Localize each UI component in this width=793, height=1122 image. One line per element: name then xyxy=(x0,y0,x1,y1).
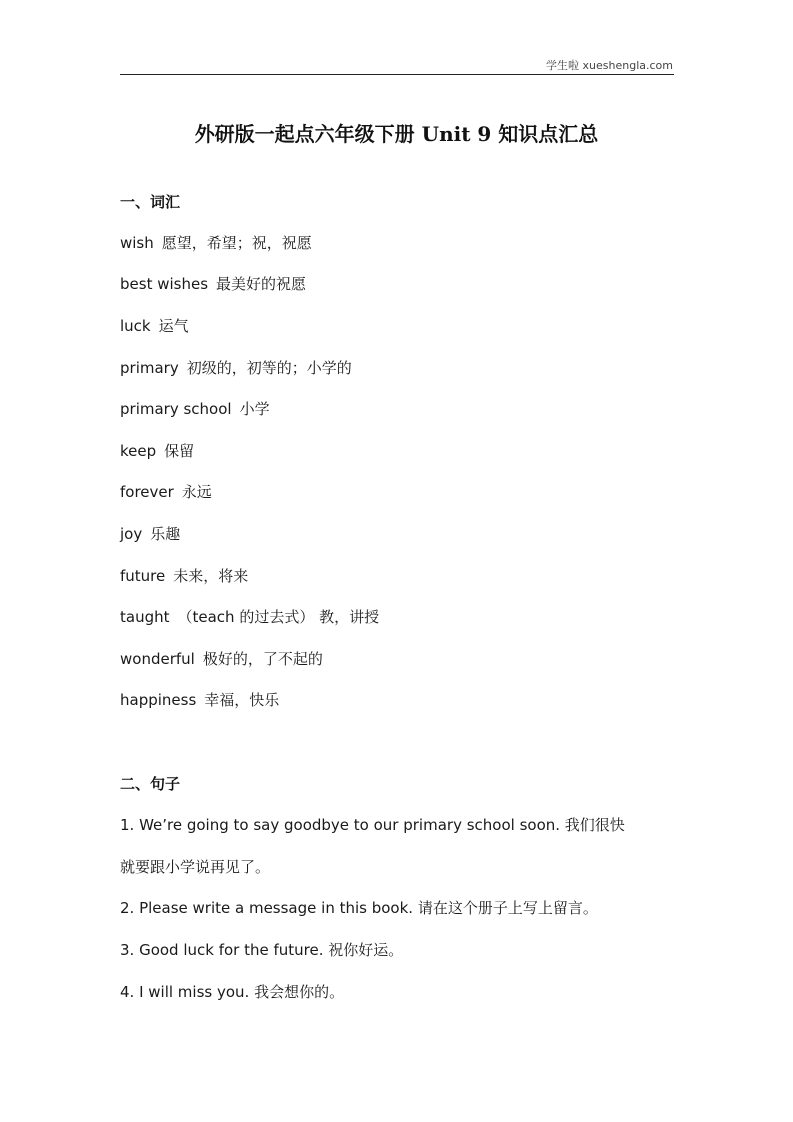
vocab-meaning: 幸福，快乐 xyxy=(204,691,280,709)
page-title: 外研版一起点六年级下册 Unit 9 知识点汇总 xyxy=(194,122,599,146)
vocab-word: primary xyxy=(120,359,179,377)
vocab-word: luck xyxy=(120,317,151,335)
vocab-word: wonderful xyxy=(120,650,195,668)
vocab-meaning: 永远 xyxy=(181,483,212,501)
vocab-meaning: 保留 xyxy=(164,442,195,460)
vocab-word: happiness xyxy=(120,691,197,709)
vocab-word: taught xyxy=(120,608,170,626)
vocab-meaning: 极好的，了不起的 xyxy=(202,650,323,668)
vocab-word: primary school xyxy=(120,400,232,418)
vocab-word: joy xyxy=(120,525,143,543)
vocab-meaning: 未来，将来 xyxy=(173,567,249,585)
vocab-item xyxy=(120,232,312,253)
vocab-meaning: 初级的，初等的；小学的 xyxy=(186,359,352,377)
vocab-item xyxy=(120,481,212,502)
vocab-word: forever xyxy=(120,483,174,501)
header-divider xyxy=(120,74,674,75)
vocab-item xyxy=(120,689,279,710)
vocab-item xyxy=(120,273,306,294)
sentence-item: 1. We’re going to say goodbye to our primary school soon. 我们很快 xyxy=(120,816,625,834)
sentence-item: 4. I will miss you. 我会想你的。 xyxy=(120,983,345,1001)
vocab-item xyxy=(120,565,248,586)
vocab-item xyxy=(120,315,189,336)
header-site-label: 学生啦 xueshengla.com xyxy=(546,59,673,72)
vocab-meaning: 乐趣 xyxy=(150,525,181,543)
vocab-meaning: 小学 xyxy=(239,400,270,418)
vocab-word: future xyxy=(120,567,166,585)
sentence-item-continuation: 就要跟小学说再见了。 xyxy=(120,858,271,876)
vocab-word: best wishes xyxy=(120,275,209,293)
vocab-meaning: 愿望，希望；祝，祝愿 xyxy=(161,234,312,252)
vocab-item xyxy=(120,357,352,378)
vocab-meaning: （teach 的过去式） 教，讲授 xyxy=(177,608,380,626)
vocabulary-heading: 一、词汇 xyxy=(120,193,181,211)
sentences-heading: 二、句子 xyxy=(120,775,181,793)
vocab-word: keep xyxy=(120,442,157,460)
vocab-word: wish xyxy=(120,234,154,252)
vocab-item xyxy=(120,648,323,669)
sentence-item: 2. Please write a message in this book. 请在这个册子上写上留言。 xyxy=(120,899,598,917)
vocab-meaning: 运气 xyxy=(158,317,189,335)
vocab-item xyxy=(120,523,180,544)
vocab-meaning: 最美好的祝愿 xyxy=(216,275,307,293)
vocab-item xyxy=(120,606,379,627)
vocab-item xyxy=(120,398,270,419)
sentence-item: 3. Good luck for the future. 祝你好运。 xyxy=(120,941,404,959)
vocab-item xyxy=(120,440,194,461)
